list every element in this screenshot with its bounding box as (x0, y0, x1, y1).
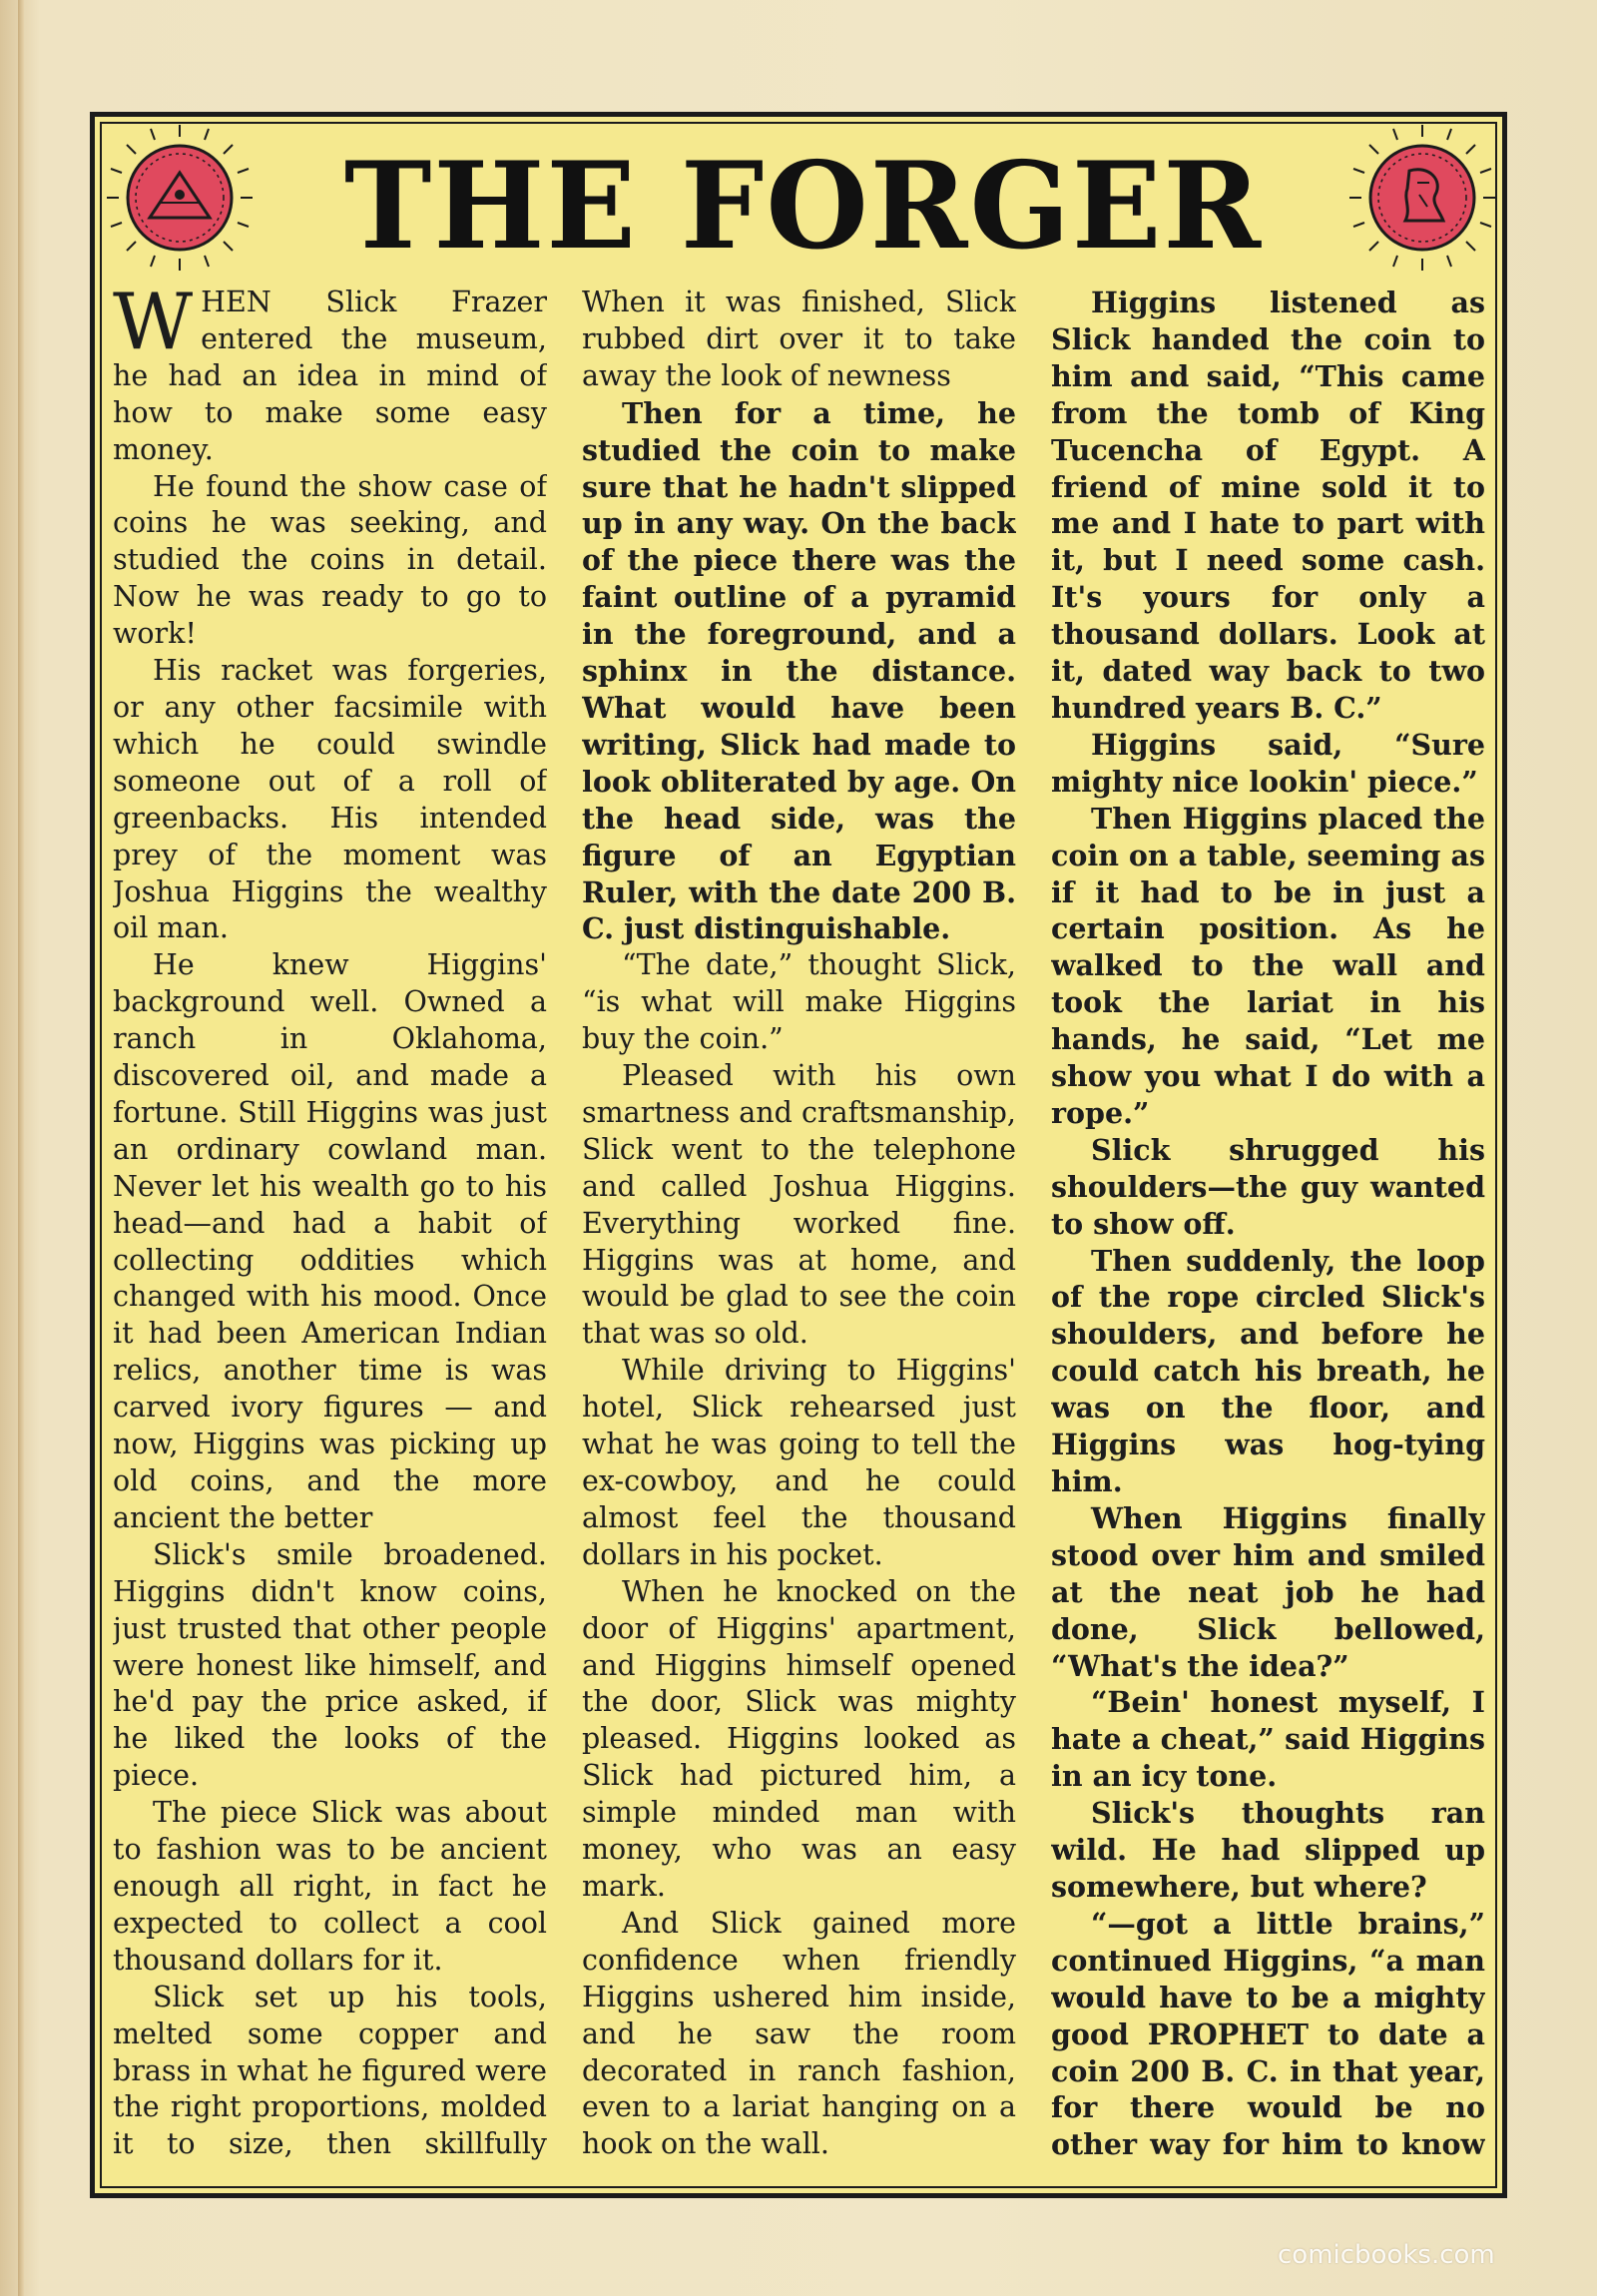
story-column-1 (113, 285, 547, 2161)
paragraph: The piece Slick was about to fashion was to be ancient enough all right, in fact he expected to collect a cool thousand dollars for it. (113, 1796, 547, 1977)
paragraph: Slick's thoughts ran wild. He had slipped up somewhere, but where? (1051, 1796, 1485, 1904)
paragraph: “The date,” thought Slick, “is what will make Higgins buy the coin.” (582, 948, 1016, 1056)
paragraph: Pleased with his own smartness and craftsmanship, Slick went to the telephone and called Joshua Higgins. Everything worked fine. Higgins was at home, and would be glad to see the coin that was so old. (582, 1059, 1016, 1351)
paragraph: WHEN Slick Frazer entered the museum, he had an idea in mind of how to make some easy money. (113, 285, 547, 466)
paragraph: When he knocked on the door of Higgins' apartment, and Higgins himself opened the door, Slick was mighty pleased. Higgins looked as Slick had pictured him, a simple minded man with money, who was an easy mark. (582, 1574, 1016, 1903)
paragraph: Slick shrugged his shoulders—the guy wanted to show off. (1051, 1132, 1485, 1241)
paragraph: Then suddenly, the loop of the rope circled Slick's shoulders, and before he could catch his breath, he was on the floor, and Higgins was hog-tying him. (1051, 1243, 1485, 1498)
paragraph: When Higgins finally stood over him and smiled at the neat job he had done, Slick bellowed, “What's the idea?” (1051, 1500, 1485, 1683)
paragraph: His racket was forgeries, or any other facsimile with which he could swindle someone out of a roll of greenbacks. His intended prey of the moment was Joshua Higgins the wealthy oil man. (113, 654, 547, 945)
story-title: THE FORGER (343, 136, 1264, 277)
pharaoh-coin-icon (1347, 123, 1497, 273)
pyramid-coin-icon (105, 123, 255, 273)
paragraph: And Slick gained more confidence when friendly Higgins ushered him inside, and he saw the room decorated in ranch fashion, even to a lariat hanging on a hook on the wall. (582, 1906, 1016, 2161)
paragraph: He found the show case of coins he was seeking, and studied the coins in detail. Now he was ready to go to work! (113, 469, 547, 651)
story-column-3 (1051, 285, 1485, 2161)
drop-cap: W (113, 285, 194, 367)
page-fold (18, 0, 24, 2296)
paragraph: “Bein' honest myself, I hate a cheat,” said Higgins in an icy tone. (1051, 1685, 1485, 1794)
paragraph: Higgins said, “Sure mighty nice lookin' piece.” (1051, 727, 1485, 799)
story-header (95, 117, 1502, 282)
paragraph: Higgins listened as Slick handed the coin to him and said, “This came from the tomb of King Tucencha of Egypt. A friend of mine sold it to me and I hate to part with it, but I need some cash. It's yours for only a thousand dollars. Look at it, dated way back to two hundred years B. C.” (1051, 286, 1485, 725)
paragraph: Then Higgins placed the coin on a table, seeming as if it had to be in just a certain position. As he walked to the wall and took the lariat in his hands, he said, “Let me show you what I do with a rope.” (1051, 801, 1485, 1130)
paragraph: Slick's smile broadened. Higgins didn't know coins, just trusted that other people were honest like himself, and he'd pay the price asked, if he liked the looks of the piece. (113, 1537, 547, 1793)
paragraph: Then for a time, he studied the coin to make sure that he hadn't slipped up in any way. On the back of the piece there was the faint outline of a pyramid in the foreground, and a sphinx in the distance. What would have been writing, Slick had made to look obliterated by age. On the head side, was the figure of an Egyptian Ruler, with the date 200 B. C. just distinguishable. (582, 395, 1016, 946)
paragraph: Slick set up his tools, melted some copper and brass in what he figured were the right proportions, molded it to size, then skillfully (113, 1980, 547, 2161)
story-columns (113, 285, 1485, 2161)
paragraph: When it was finished, Slick rubbed dirt over it to take away the look of newness (582, 286, 1016, 392)
paragraph: While driving to Higgins' hotel, Slick rehearsed just what he was going to tell the ex-cowboy, and he could almost feel the thousand dollars in his pocket. (582, 1354, 1016, 1571)
story-column-2 (582, 285, 1016, 2161)
story-panel (90, 112, 1507, 2198)
paragraph: “—got a little brains,” continued Higgins, “a man would have to be a mighty good PROPHET to date a coin 200 B. C. in that year, for there would be no other way for him to know (1051, 1906, 1485, 2161)
site-watermark: comicbooks.com (1278, 2240, 1495, 2270)
paragraph: He knew Higgins' background well. Owned a ranch in Oklahoma, discovered oil, and made a fortune. Still Higgins was just an ordinary cowland man. Never let his wealth go to his head—and had a habit of collecting oddities which changed with his mood. Once it had been American Indian relics, another time is was carved ivory figures — and now, Higgins was picking up old coins, and the more ancient the better (113, 948, 547, 1534)
